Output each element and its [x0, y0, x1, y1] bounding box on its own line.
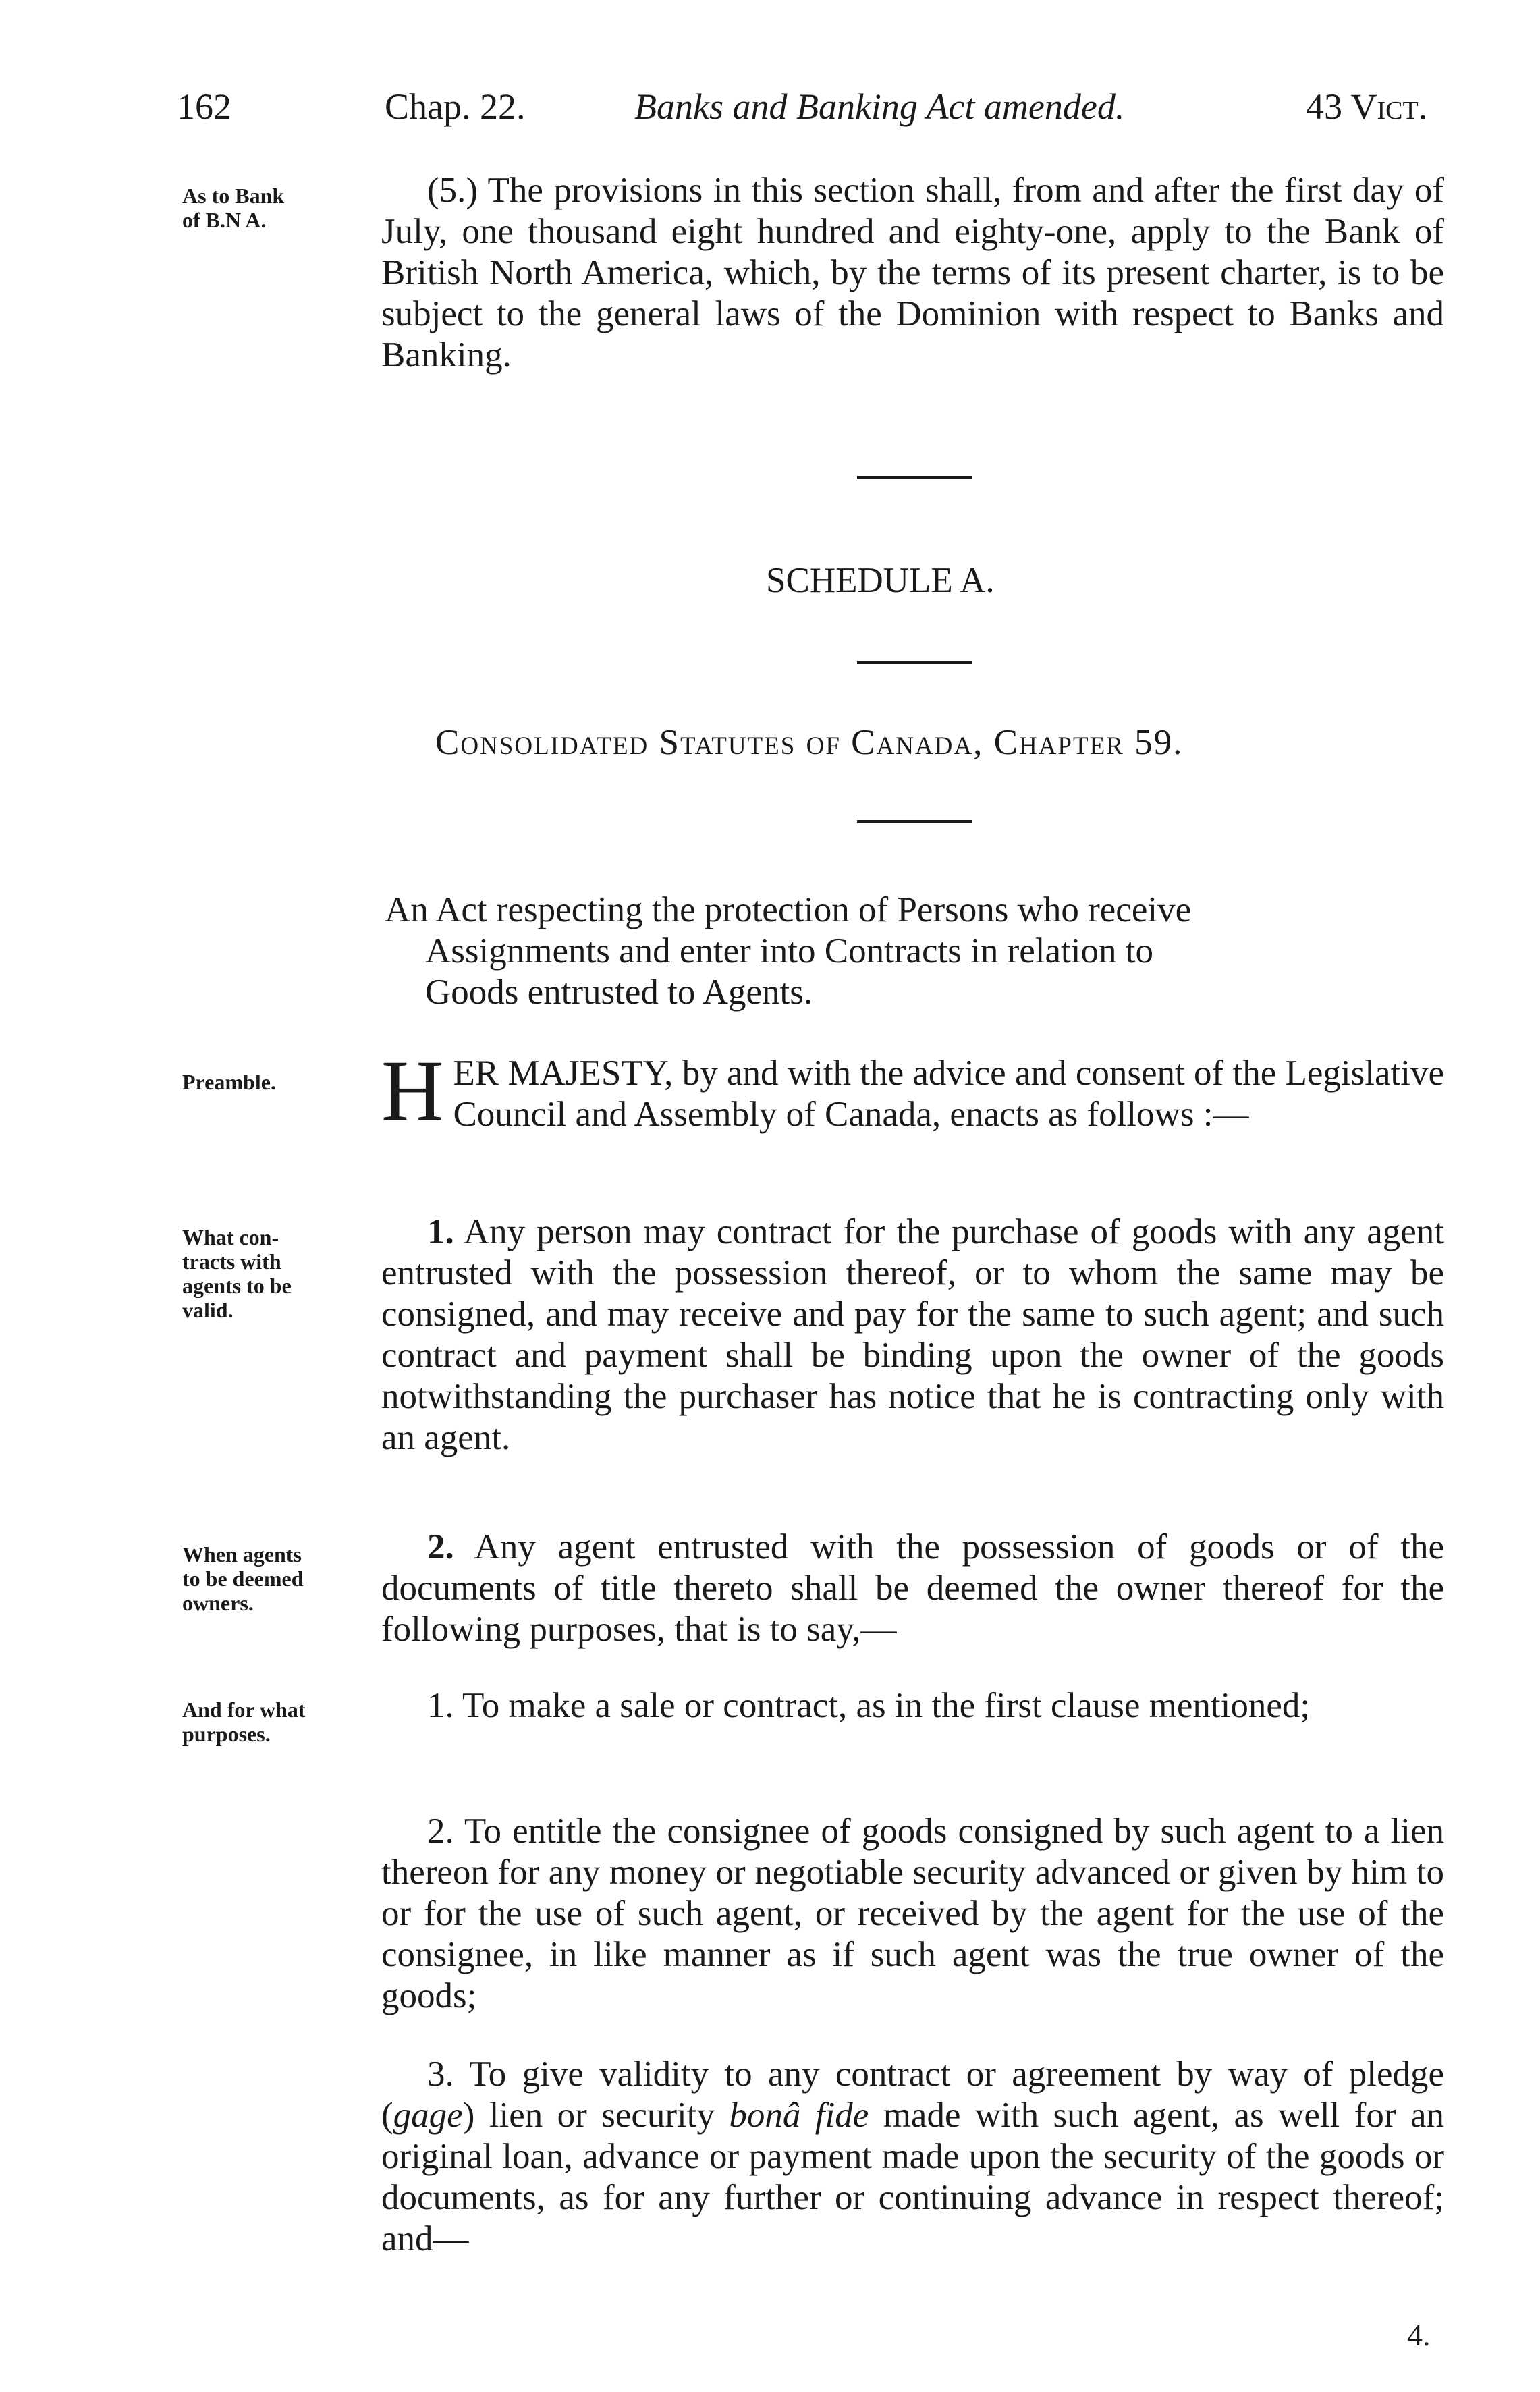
page-number: 162 [177, 86, 231, 127]
gage-term: gage [393, 2096, 463, 2135]
clause-2-number: 2. [427, 1527, 454, 1567]
purpose-1-text: 1. To make a sale or contract, as in the first clause mentioned; [427, 1686, 1311, 1725]
margin-note-clause-1: What con- tracts with agents to be valid. [182, 1225, 292, 1322]
margin-note-bank-bna: As to Bank of B.N A. [182, 184, 285, 232]
clause-1-text: 1. Any person may contract for the purchase of goods with any agent entrusted with the possession thereof, or to whom the same may be consigned, and may receive and pay for the same to such agent; and such contract and payment shall be binding upon the owner of the goods notwithstanding the purchaser has notice that he is contracting only with an agent. [381, 1212, 1444, 1457]
preamble-text: HER MAJESTY, by and with the advice and consent of the Legislative Council and Assembly of Canada, enacts as follows :— [381, 1043, 1444, 1139]
schedule-heading: SCHEDULE A. [766, 561, 995, 600]
divider-rule-2 [857, 661, 972, 664]
clause-2-text: 2. Any agent entrusted with the possession of goods or of the documents of title thereto shall be deemed the owner thereof for the following purposes, that is to say,— [381, 1527, 1444, 1649]
chapter-label: Chap. 22. [385, 86, 526, 127]
purpose-2-text: 2. To entitle the consignee of goods consigned by such agent to a lien thereon for any money or negotiable security advanced or given by him to or for the use of such agent, or received by the agent for the use of the consignee, in like manner as if such agent was the true owner of the goods; [381, 1812, 1444, 2015]
purpose-3-text: 3. To give validity to any contract or agreement by way of pledge (gage) lien or security bonâ fide made with such agent, as well for an original loan, advance or payment made upon the security of the goods or documents, as for any further or continuing advance in respect thereof; and— [381, 2055, 1444, 2258]
act-title-line-2: Assignments and enter into Contracts in relation to [425, 931, 1153, 971]
regnal-year: 43 Vict. [1306, 86, 1428, 127]
bona-fide-term: bonâ fide [729, 2096, 869, 2135]
running-title: Banks and Banking Act amended. [634, 86, 1125, 127]
catchword: 4. [1407, 2318, 1431, 2352]
statute-heading: Consolidated Statutes of Canada, Chapter 59. [435, 723, 1184, 762]
divider-rule-1 [857, 476, 972, 479]
margin-note-clause-2: When agents to be deemed owners. [182, 1542, 304, 1615]
margin-note-preamble: Preamble. [182, 1070, 276, 1094]
margin-note-purposes: And for what purposes. [182, 1697, 306, 1746]
act-title [385, 890, 1437, 1013]
act-title-line-1: An Act respecting the protection of Persons who receive [385, 890, 1192, 929]
section-5-text: (5.) The provisions in this section shall, from and after the first day of July, one thousand eight hundred and eighty-one, apply to the Bank of British North America, which, by the terms of its present charter, is to be subject to the general laws of the Dominion with respect to Banks and Banking. [381, 171, 1444, 375]
clause-1-number: 1. [427, 1212, 454, 1251]
divider-rule-3 [857, 820, 972, 823]
dropcap-letter: H [381, 1043, 444, 1139]
act-title-line-3: Goods entrusted to Agents. [425, 973, 813, 1012]
